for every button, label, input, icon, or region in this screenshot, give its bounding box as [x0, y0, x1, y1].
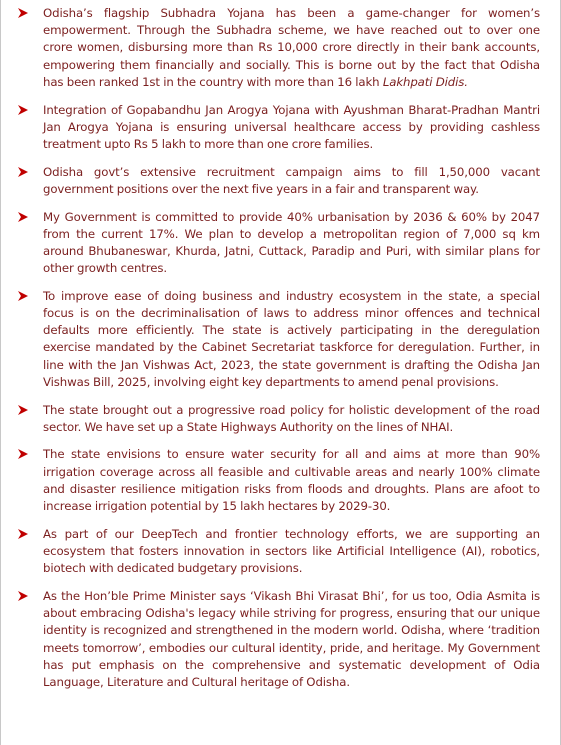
bullet-text — [43, 5, 540, 91]
arrow-bullet-icon — [17, 211, 29, 223]
bullet-text: As the Hon’ble Prime Minister says ‘Vikash Bhi Virasat Bhi’, for us too, Odia Asmita is about embracing Odisha's legacy while striving for progress, ensuring that our unique identity is recognized and strengthened in the modern world. Odisha, where ‘tradition meets tomorrow’, embodies our cultural identity, pride, and heritage. My Government has put emphasis on the comprehensive and systematic development of Odia Language, Literature and Cultural heritage of Odisha. — [43, 588, 540, 689]
bullet-item-6 — [1, 402, 560, 436]
bullet-text: Integration of Gopabandhu Jan Arogya Yojana with Ayushman Bharat-Pradhan Mantri Jan Arogya Yojana is ensuring universal healthcare access by providing cashless treatment upto Rs 5 lakh to more than one crore families. — [43, 102, 540, 151]
bullet-item-5 — [1, 288, 560, 391]
bullet-item-1 — [1, 5, 560, 91]
bullet-text: The state envisions to ensure water security for all and aims at more than 90% irrigation coverage across all feasible and cultivable areas and nearly 100% climate and disaster resilience mitigation risks from floods and droughts. Plans are afoot to increase irrigation potential by 15 lakh hectares by 2029-30. — [43, 447, 540, 514]
bullet-text: As part of our DeepTech and frontier technology efforts, we are supporting an ecosystem that fosters innovation in sectors like Artificial Intelligence (AI), robotics, biotech with dedicated budgetary provisions. — [43, 526, 540, 576]
arrow-bullet-icon — [17, 528, 29, 540]
bullet-item-7 — [1, 446, 560, 515]
bullet-text-emphasis: Lakhpati Didis. — [382, 74, 468, 89]
arrow-bullet-icon — [17, 448, 29, 460]
bullet-text: Odisha govt’s extensive recruitment campaign aims to fill 1,50,000 vacant government positions over the next five years in a fair and transparent way. — [43, 164, 540, 196]
arrow-bullet-icon — [17, 166, 29, 178]
bullet-item-4 — [1, 209, 560, 278]
arrow-bullet-icon — [17, 7, 29, 19]
bullet-text: My Government is committed to provide 40% urbanisation by 2036 & 60% by 2047 from the current 17%. We plan to develop a metropolitan region of 7,000 sq km around Bhubaneswar, Khurda, Jatni, Cuttack, Paradip and Puri, with similar plans for other growth centres. — [43, 209, 540, 276]
bullet-text: The state brought out a progressive road policy for holistic development of the road sector. We have set up a State Highways Authority on the lines of NHAI. — [43, 402, 540, 434]
arrow-bullet-icon — [17, 590, 29, 602]
bullet-item-8 — [1, 526, 560, 578]
bullet-item-2 — [1, 102, 560, 154]
arrow-bullet-icon — [17, 290, 29, 302]
bullet-item-3 — [1, 164, 560, 198]
arrow-bullet-icon — [17, 104, 29, 116]
arrow-bullet-icon — [17, 404, 29, 416]
bullet-text: To improve ease of doing business and industry ecosystem in the state, a special focus is on the decriminalisation of laws to address minor offences and technical defaults more efficiently. The state is actively participating in the deregulation exercise mandated by the Cabinet Secretariat taskforce for deregulation. Further, in line with the Jan Vishwas Act, 2023, the state government is drafting the Odisha Jan Vishwas Bill, 2025, involving eight key departments to amend penal provisions. — [43, 288, 540, 389]
bullet-item-9 — [1, 588, 560, 691]
bullet-text-main: Odisha’s flagship Subhadra Yojana has been a game-changer for women’s empowerment. Through the Subhadra scheme, we have reached out to over one crore women, disbursing more than Rs 10,000 crore directly in their bank accounts, empowering them financially and socially. This is borne out by the fact that Odisha has been ranked 1st in the country with more than 16 lakh — [43, 6, 540, 89]
